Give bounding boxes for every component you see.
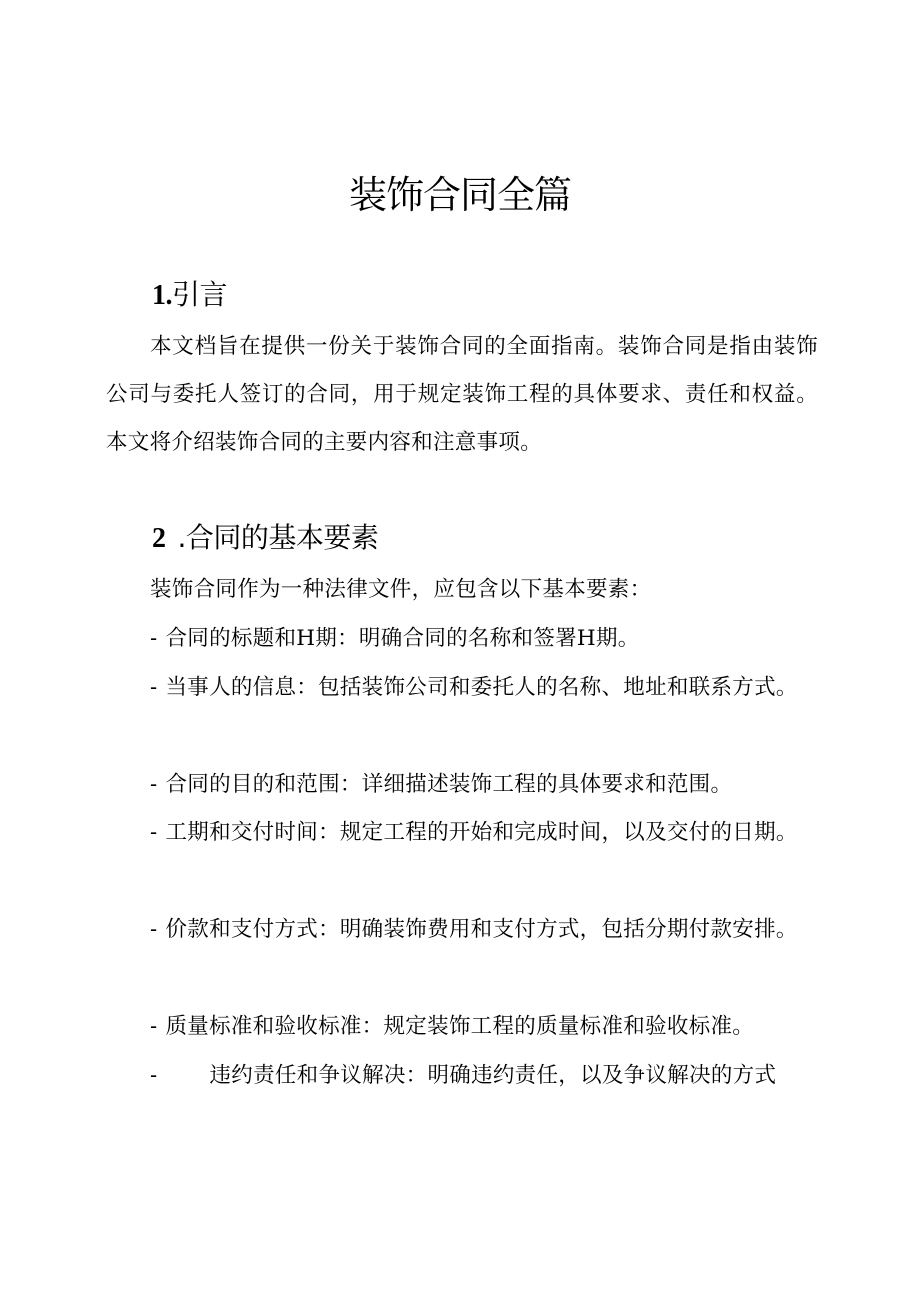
bullet-dash: -	[150, 626, 158, 650]
list-item	[106, 905, 818, 954]
section-heading-1	[152, 276, 227, 315]
list-item	[106, 760, 818, 809]
bullet-dash: -	[150, 820, 158, 844]
section-intro: 装饰合同作为一种法律文件，应包含以下基本要素：	[150, 577, 652, 602]
section-heading-2	[152, 519, 378, 558]
bullet-dash: -	[150, 1063, 158, 1087]
list-item-text: 质量标准和验收标准：规定装饰工程的质量标准和验收标准。	[165, 1014, 755, 1039]
document-title: 装饰合同全篇	[348, 173, 571, 217]
list-item	[106, 614, 818, 663]
list-item-text: 价款和支付方式：明确装饰费用和支付方式，包括分期付款安排。	[165, 917, 798, 942]
bullet-dash: -	[150, 917, 158, 941]
bullet-dash: -	[150, 1014, 158, 1038]
list-item-text: 合同的标题和H期：明确合同的名称和签署H期。	[165, 626, 640, 651]
list-item-text: 合同的目的和范围：详细描述装饰工程的具体要求和范围。	[165, 772, 733, 797]
list-item	[106, 1002, 818, 1051]
list-item	[106, 1051, 818, 1100]
list-item-text: 违约责任和争议解决：明确违约责任，以及争议解决的方式	[209, 1063, 777, 1088]
section-number: 2	[152, 523, 166, 554]
list-item	[106, 663, 818, 712]
section-title: .合同的基本要素	[177, 521, 379, 554]
section-number: 1.	[152, 280, 172, 311]
section-title: 引言	[172, 278, 228, 311]
intro-paragraph: 本文档旨在提供一份关于装饰合同的全面指南。装饰合同是指由装饰公司与委托人签订的合同，用于规定装饰工程的具体要求、责任和权益。本文将介绍装饰合同的主要内容和注意事项。	[106, 334, 818, 455]
bullet-dash: -	[150, 675, 158, 699]
list-item	[106, 808, 818, 857]
list-item-text: 工期和交付时间：规定工程的开始和完成时间，以及交付的日期。	[165, 820, 798, 845]
list-item-text: 当事人的信息：包括装饰公司和委托人的名称、地址和联系方式。	[165, 675, 798, 700]
bullet-dash: -	[150, 772, 158, 796]
